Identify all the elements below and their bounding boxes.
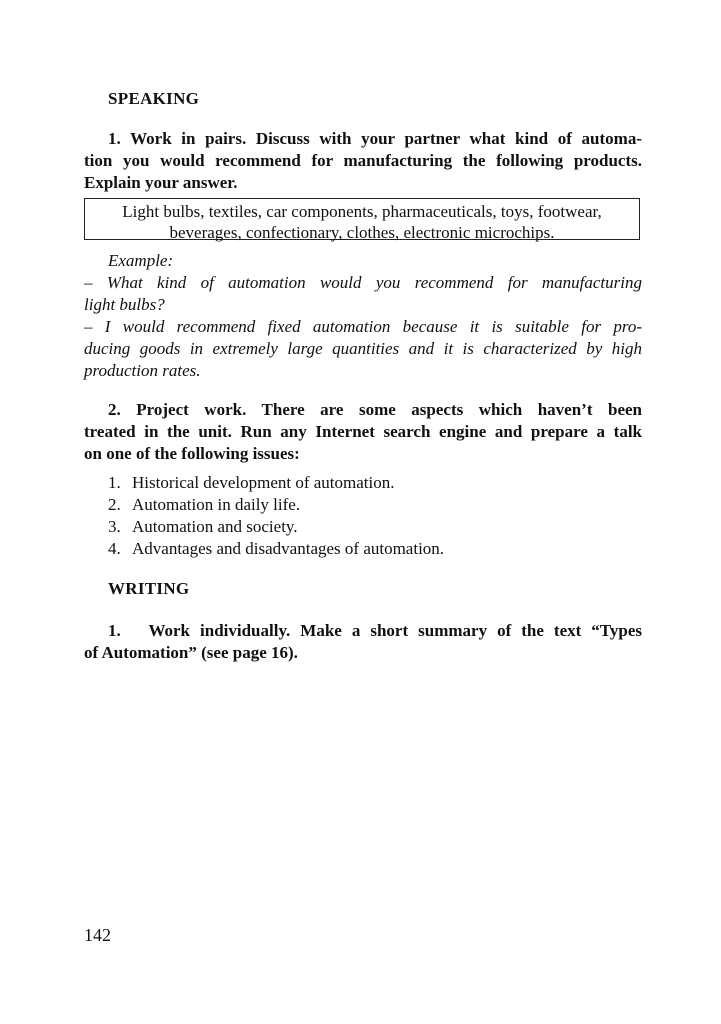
list-item-number: 4. xyxy=(108,539,121,558)
task-2-number: 2. xyxy=(108,400,121,419)
list-item xyxy=(108,472,638,494)
list-item-text: Automation and society. xyxy=(132,517,298,536)
task-1-line-3: Explain your answer. xyxy=(84,173,238,192)
example-answer-line-1: – I would recommend fixed automation because it is suitable for pro- xyxy=(84,317,642,336)
task-2-line-3: on one of the following issues: xyxy=(84,444,300,463)
list-item-text: Historical development of automation. xyxy=(132,473,395,492)
list-item-text: Advantages and disadvantages of automation. xyxy=(132,539,445,558)
task-2-line-2: treated in the unit. Run any Internet search engine and prepare a talk xyxy=(84,422,642,441)
example-question-line-2: light bulbs? xyxy=(84,295,165,314)
writing-heading: WRITING xyxy=(108,579,190,598)
list-item-number: 1. xyxy=(108,473,121,492)
writing-task-number: 1. xyxy=(108,621,121,640)
task-1-number: 1. xyxy=(108,129,121,148)
writing-task-1 xyxy=(84,620,642,664)
example-answer-line-2: ducing goods in extremely large quantities and it is characterized by high xyxy=(84,339,642,358)
list-item xyxy=(108,494,638,516)
speaking-task-1 xyxy=(84,128,642,194)
writing-task-line-2: of Automation” (see page 16). xyxy=(84,643,298,662)
book-page xyxy=(84,0,642,1024)
products-line-2: beverages, confectionary, clothes, electronic microchips. xyxy=(169,223,555,242)
list-item xyxy=(108,516,638,538)
example-dialogue xyxy=(84,250,642,382)
example-label: Example: xyxy=(108,251,174,270)
speaking-heading: SPEAKING xyxy=(108,89,200,108)
example-question-line-1: – What kind of automation would you recommend for manufacturing xyxy=(84,273,642,292)
speaking-task-2 xyxy=(84,399,642,465)
example-answer-line-3: production rates. xyxy=(84,361,201,380)
page-number: 142 xyxy=(84,925,111,945)
list-item-number: 2. xyxy=(108,495,121,514)
task-2-line-1: Project work. There are some aspects which haven’t been xyxy=(136,400,643,419)
products-box xyxy=(84,198,640,240)
list-item xyxy=(108,538,638,560)
task-1-line-1: Work in pairs. Discuss with your partner what kind of automa- xyxy=(130,129,642,148)
task-1-line-2: tion you would recommend for manufacturing the following products. xyxy=(84,151,642,170)
writing-task-line-1: Work individually. Make a short summary of the text “Types xyxy=(148,621,642,640)
products-line-1: Light bulbs, textiles, car components, pharmaceuticals, toys, footwear, xyxy=(122,202,602,221)
list-item-text: Automation in daily life. xyxy=(132,495,301,514)
list-item-number: 3. xyxy=(108,517,121,536)
issues-list xyxy=(108,472,638,560)
